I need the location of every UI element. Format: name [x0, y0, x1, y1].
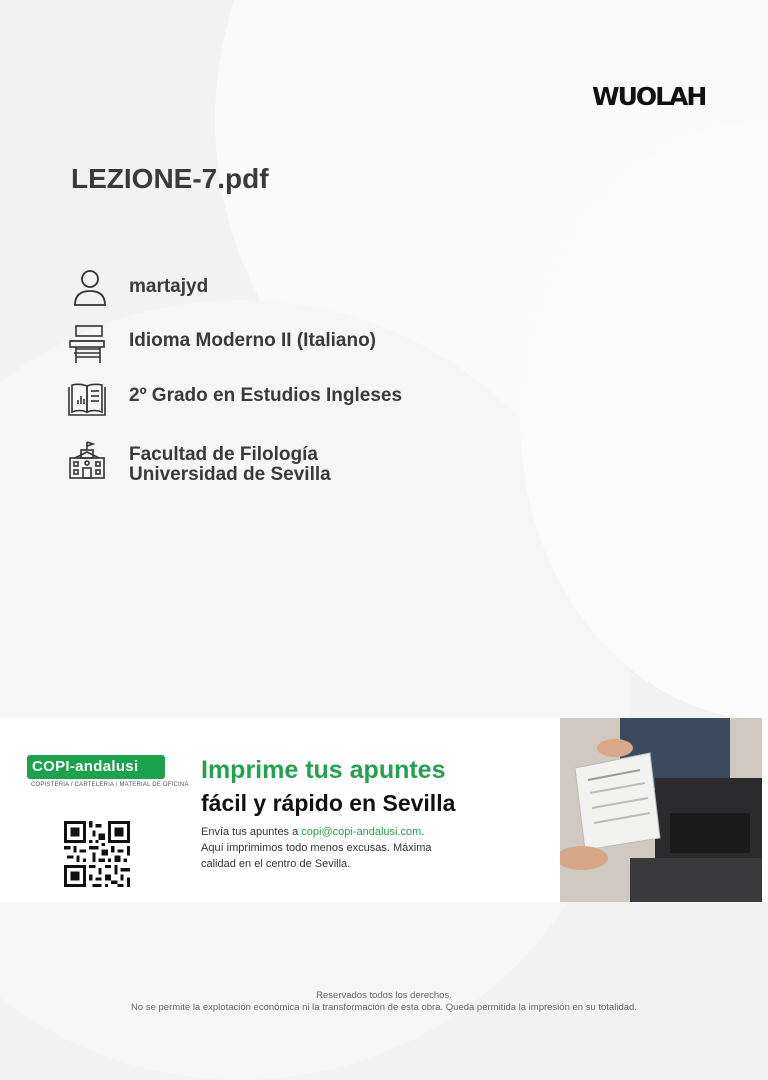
footer-line2: No se permite la explotación económica ni la transformación de esta obra. Queda permitida la impresión en su totalidad.: [131, 1002, 637, 1013]
copi-andalusi-logo[interactable]: COPI-andalusi: [27, 755, 165, 779]
qr-code-icon[interactable]: [62, 821, 132, 887]
meta-subject-row[interactable]: [66, 323, 376, 365]
copi-tagline: COPISTERIA / CARTELERIA / MATERIAL DE OFICINA: [31, 782, 189, 788]
footer-line1: Reservados todos los derechos.: [316, 990, 452, 1001]
faculty-info: [129, 440, 331, 485]
copyright-footer: [0, 990, 768, 1014]
user-icon: [66, 267, 108, 309]
ad-body-line1: [201, 824, 491, 840]
ad-body-suffix: .: [421, 826, 425, 838]
degree-name: 2º Grado en Estudios Ingleses: [129, 385, 403, 406]
ad-photo: [560, 718, 762, 902]
building-icon: [66, 440, 108, 482]
university-name: Universidad de Sevilla: [129, 464, 331, 485]
ad-email-link[interactable]: copi@copi-andalusi.com: [301, 826, 422, 838]
desk-icon: [66, 323, 108, 365]
meta-user-row[interactable]: [66, 267, 208, 309]
ad-body-prefix: Envía tus apuntes a: [201, 826, 302, 838]
ad-banner[interactable]: [0, 718, 768, 902]
ad-subheadline: fácil y rápido en Sevilla: [201, 790, 456, 816]
book-icon: [66, 378, 108, 420]
ad-body-line2: Aquí imprimimos todo menos excusas. Máxima: [201, 842, 432, 854]
document-title: LEZIONE-7.pdf: [71, 163, 269, 194]
meta-faculty-row[interactable]: [66, 440, 331, 485]
author-name: martajyd: [129, 276, 209, 297]
ad-body-line3: calidad en el centro de Sevilla.: [201, 858, 351, 870]
faculty-name: Facultad de Filología: [129, 444, 318, 465]
wuolah-logo[interactable]: WUOLAH: [592, 82, 706, 111]
ad-body: [201, 824, 491, 872]
subject-name: Idioma Moderno II (Italiano): [129, 330, 376, 351]
meta-degree-row[interactable]: [66, 378, 402, 420]
ad-headline: Imprime tus apuntes: [201, 756, 446, 784]
